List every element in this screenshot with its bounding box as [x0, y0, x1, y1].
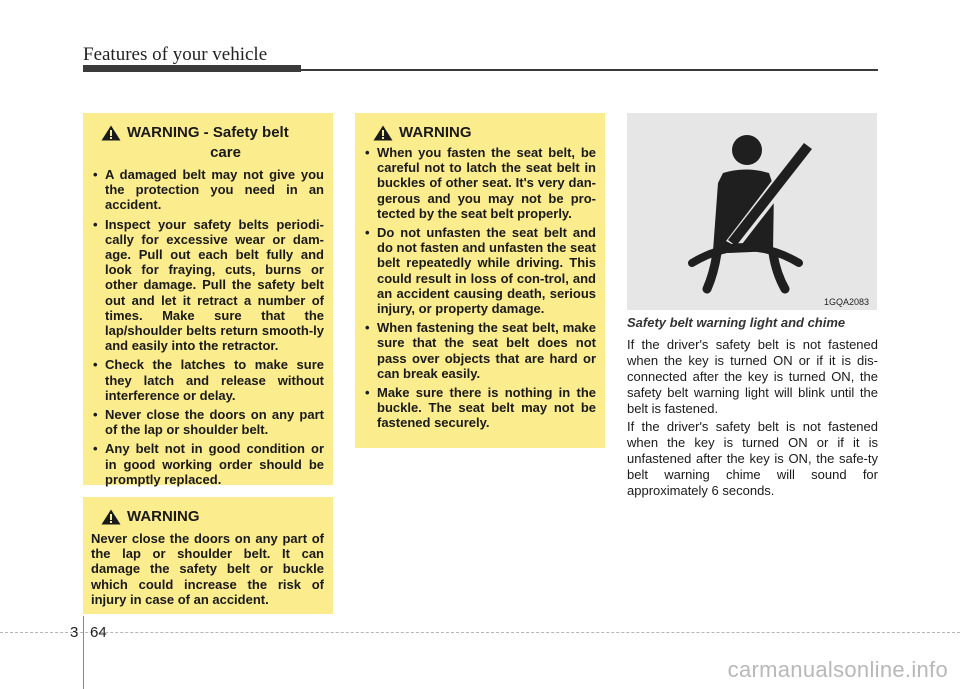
list-item: • When fastening the seat belt, make sure that the seat belt does not pass over objects that are hard or can break easily. — [363, 320, 596, 381]
list-item: • When you fasten the seat belt, be careful not to latch the seat belt in buckles of other seat. It's very dan-gerous and you may not be pro-tected by the seat belt properly. — [363, 145, 596, 221]
folio-divider — [83, 616, 84, 689]
warning-label: WARNING — [127, 508, 200, 525]
warning-subject: Safety belt — [212, 124, 289, 141]
warning-subject-continued: care — [210, 144, 241, 161]
list-item: • Check the latches to make sure they latch and release without interference or delay. — [91, 357, 324, 403]
warning-label: WARNING — [399, 124, 472, 141]
list-item: • Make sure there is nothing in the buckle. The seat belt may not be fastened securely. — [363, 385, 596, 431]
warning-box-latch — [355, 113, 605, 448]
warning-label: WARNING — [127, 124, 200, 141]
list-item: • Any belt not in good condition or in good working order should be promptly replaced. — [91, 441, 324, 487]
seat-belt-figure — [627, 113, 877, 310]
warning-triangle-icon — [101, 509, 121, 525]
watermark: carmanualsonline.info — [727, 657, 948, 682]
seat-belt-warning-icon — [627, 113, 877, 310]
warning-heading — [91, 509, 324, 525]
section-chime — [627, 315, 878, 499]
figure-code: 1GQA2083 — [823, 297, 869, 307]
warning-list — [91, 167, 324, 487]
warning-box-belt-care — [83, 113, 333, 485]
section-number: 3 — [70, 624, 79, 641]
header-rule-thin — [301, 69, 878, 71]
warning-box-doors — [83, 497, 333, 614]
list-item: • Do not unfasten the seat belt and do not fasten and unfasten the seat belt repeatedly while driving. This could result in loss of con-trol, and an accident causing death, serious injury, or property damage. — [363, 225, 596, 316]
page-number: 64 — [90, 624, 107, 641]
warning-list — [363, 145, 596, 431]
paragraph: If the driver's safety belt is not fastened when the key is turned ON or if it is unfastened after the key is ON, the safe-ty belt warning chime will sound for approximately 6 seconds. — [627, 419, 878, 498]
warning-heading — [91, 125, 324, 141]
warning-triangle-icon — [373, 125, 393, 141]
paragraph: If the driver's safety belt is not fastened when the key is turned ON or if it is dis-connected after the key is turned ON, the safety belt warning light will blink until the belt is fastened. — [627, 337, 878, 416]
page-header-title: Features of your vehicle — [83, 44, 268, 65]
warning-triangle-icon — [101, 125, 121, 141]
warning-heading — [363, 125, 596, 141]
list-item: • Inspect your safety belts periodi-cally for excessive wear or dam-age. Pull out each belt fully and look for fraying, cuts, burns or other damage. Pull the safety belt out and let it retract a number of times. Make sure that the lap/shoulder belts return smooth-ly and easily into the retractor. — [91, 217, 324, 354]
list-item: • Never close the doors on any part of the lap or shoulder belt. — [91, 407, 324, 437]
header-rule-thick — [83, 65, 301, 72]
list-item: • A damaged belt may not give you the protection you need in an accident. — [91, 167, 324, 213]
warning-text: Never close the doors on any part of the lap or shoulder belt. It can damage the safety belt or buckle which could increase the risk of injury in case of an accident. — [91, 531, 324, 607]
footer-rule — [0, 632, 960, 633]
warning-separator: - — [199, 124, 213, 141]
section-heading: Safety belt warning light and chime — [627, 315, 846, 330]
